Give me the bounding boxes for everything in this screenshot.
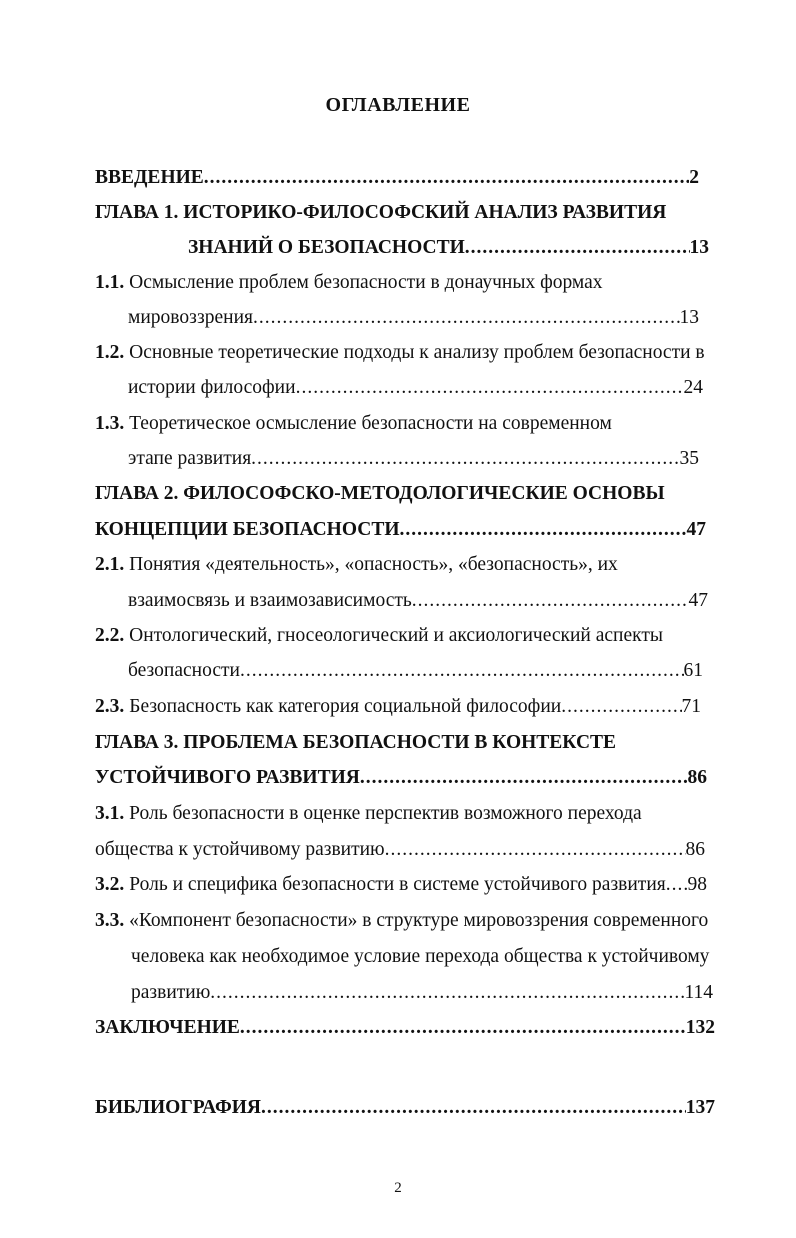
- entry-label: КОНЦЕПЦИИ БЕЗОПАСНОСТИ: [95, 519, 400, 540]
- section-title: Понятия «деятельность», «опасность», «безопасность», их: [129, 554, 618, 575]
- dot-leader: [360, 766, 688, 790]
- dot-leader: [210, 981, 684, 1005]
- section-number: 2.2.: [95, 625, 125, 646]
- section-title: Роль безопасности в оценке перспектив возможного перехода: [129, 803, 642, 824]
- chapter-3-title-line1[interactable]: ГЛАВА 3. ПРОБЛЕМА БЕЗОПАСНОСТИ В КОНТЕКСТЕ: [95, 732, 617, 753]
- section-number: 3.3.: [95, 910, 125, 931]
- entry-label: взаимосвязь и взаимозависимость: [128, 590, 412, 611]
- entry-page: 47: [688, 590, 708, 611]
- section-2-2-line1[interactable]: [95, 624, 663, 648]
- dot-leader: [261, 1096, 686, 1120]
- section-number: 3.1.: [95, 803, 125, 824]
- section-number: 1.3.: [95, 413, 125, 434]
- dot-leader: [400, 518, 687, 542]
- toc-entry-conclusion[interactable]: [95, 1016, 715, 1040]
- section-title: «Компонент безопасности» в структуре мировоззрения современного: [129, 910, 709, 931]
- entry-page: 86: [687, 767, 707, 788]
- toc-entry-section-3-3[interactable]: [131, 981, 713, 1005]
- toc-entry-introduction[interactable]: [95, 166, 699, 190]
- entry-label: Безопасность как категория социальной философии: [129, 696, 562, 717]
- toc-entry-section-2-2[interactable]: [128, 659, 703, 683]
- section-number: 2.3.: [95, 696, 125, 717]
- section-3-3-line1[interactable]: [95, 909, 708, 933]
- toc-entry-chapter-1[interactable]: [188, 236, 709, 260]
- toc-entry-section-2-3[interactable]: [95, 695, 701, 719]
- entry-page: 24: [683, 377, 703, 398]
- entry-page: 86: [685, 839, 705, 860]
- entry-label: мировоззрения: [128, 307, 253, 328]
- dot-leader: [561, 695, 681, 719]
- section-title: Осмысление проблем безопасности в донаучных формах: [129, 272, 603, 293]
- section-number: 2.1.: [95, 554, 125, 575]
- dot-leader: [251, 447, 679, 471]
- entry-label: этапе развития: [128, 448, 252, 469]
- dot-leader: [465, 236, 690, 260]
- section-number: 1.2.: [95, 342, 125, 363]
- section-number: 3.2.: [95, 874, 125, 895]
- entry-page: 13: [679, 307, 699, 328]
- section-1-2-line1[interactable]: [95, 341, 705, 365]
- toc-entry-section-3-1[interactable]: [95, 838, 705, 862]
- dot-leader: [666, 873, 688, 897]
- dot-leader: [385, 838, 686, 862]
- toc-entry-section-1-1[interactable]: [128, 306, 699, 330]
- entry-page: 47: [686, 519, 706, 540]
- section-1-3-line1[interactable]: [95, 412, 612, 436]
- section-title: Основные теоретические подходы к анализу проблем безопасности в: [129, 342, 705, 363]
- entry-page: 98: [687, 874, 707, 895]
- entry-page: 35: [679, 448, 699, 469]
- entry-page: 114: [684, 982, 713, 1003]
- section-number: 1.1.: [95, 272, 125, 293]
- entry-label: УСТОЙЧИВОГО РАЗВИТИЯ: [95, 767, 360, 788]
- entry-label: истории философии: [128, 377, 296, 398]
- section-1-1-line1[interactable]: [95, 271, 603, 295]
- toc-entry-chapter-3[interactable]: [95, 766, 707, 790]
- entry-page: 61: [683, 660, 703, 681]
- chapter-2-title-line1[interactable]: ГЛАВА 2. ФИЛОСОФСКО-МЕТОДОЛОГИЧЕСКИЕ ОСНОВЫ: [95, 483, 665, 504]
- dot-leader: [240, 659, 684, 683]
- entry-label: ЗАКЛЮЧЕНИЕ: [95, 1017, 240, 1038]
- entry-page: 2: [689, 167, 699, 188]
- toc-entry-section-3-2[interactable]: [95, 873, 707, 897]
- dot-leader: [204, 166, 689, 190]
- entry-label: ЗНАНИЙ О БЕЗОПАСНОСТИ: [188, 237, 465, 258]
- dot-leader: [253, 306, 680, 330]
- entry-page: 137: [685, 1097, 715, 1118]
- toc-title: ОГЛАВЛЕНИЕ: [325, 94, 471, 116]
- section-3-1-line1[interactable]: [95, 802, 642, 826]
- entry-label: развитию: [131, 982, 211, 1003]
- toc-entry-bibliography[interactable]: [95, 1096, 715, 1120]
- entry-label: безопасности: [128, 660, 240, 681]
- dot-leader: [240, 1016, 686, 1040]
- toc-entry-chapter-2[interactable]: [95, 518, 706, 542]
- entry-label: общества к устойчивому развитию: [95, 839, 385, 860]
- entry-label: Роль и специфика безопасности в системе устойчивого развития: [129, 874, 666, 895]
- entry-label: ВВЕДЕНИЕ: [95, 167, 204, 188]
- toc-entry-section-2-1[interactable]: [128, 589, 708, 613]
- section-title: Онтологический, гносеологический и аксиологический аспекты: [129, 625, 663, 646]
- section-title: Теоретическое осмысление безопасности на современном: [129, 413, 612, 434]
- section-3-3-line2[interactable]: человека как необходимое условие перехода общества к устойчивому: [131, 946, 710, 967]
- toc-entry-section-1-3[interactable]: [128, 447, 699, 471]
- entry-label: БИБЛИОГРАФИЯ: [95, 1097, 262, 1118]
- section-2-1-line1[interactable]: [95, 553, 618, 577]
- entry-page: 13: [689, 237, 709, 258]
- chapter-1-title-line1[interactable]: ГЛАВА 1. ИСТОРИКО-ФИЛОСОФСКИЙ АНАЛИЗ РАЗВИТИЯ: [95, 202, 667, 223]
- dot-leader: [296, 376, 684, 400]
- toc-entry-section-1-2[interactable]: [128, 376, 703, 400]
- page-number: 2: [394, 1180, 402, 1196]
- entry-page: 132: [685, 1017, 715, 1038]
- entry-page: 71: [681, 696, 701, 717]
- dot-leader: [412, 589, 689, 613]
